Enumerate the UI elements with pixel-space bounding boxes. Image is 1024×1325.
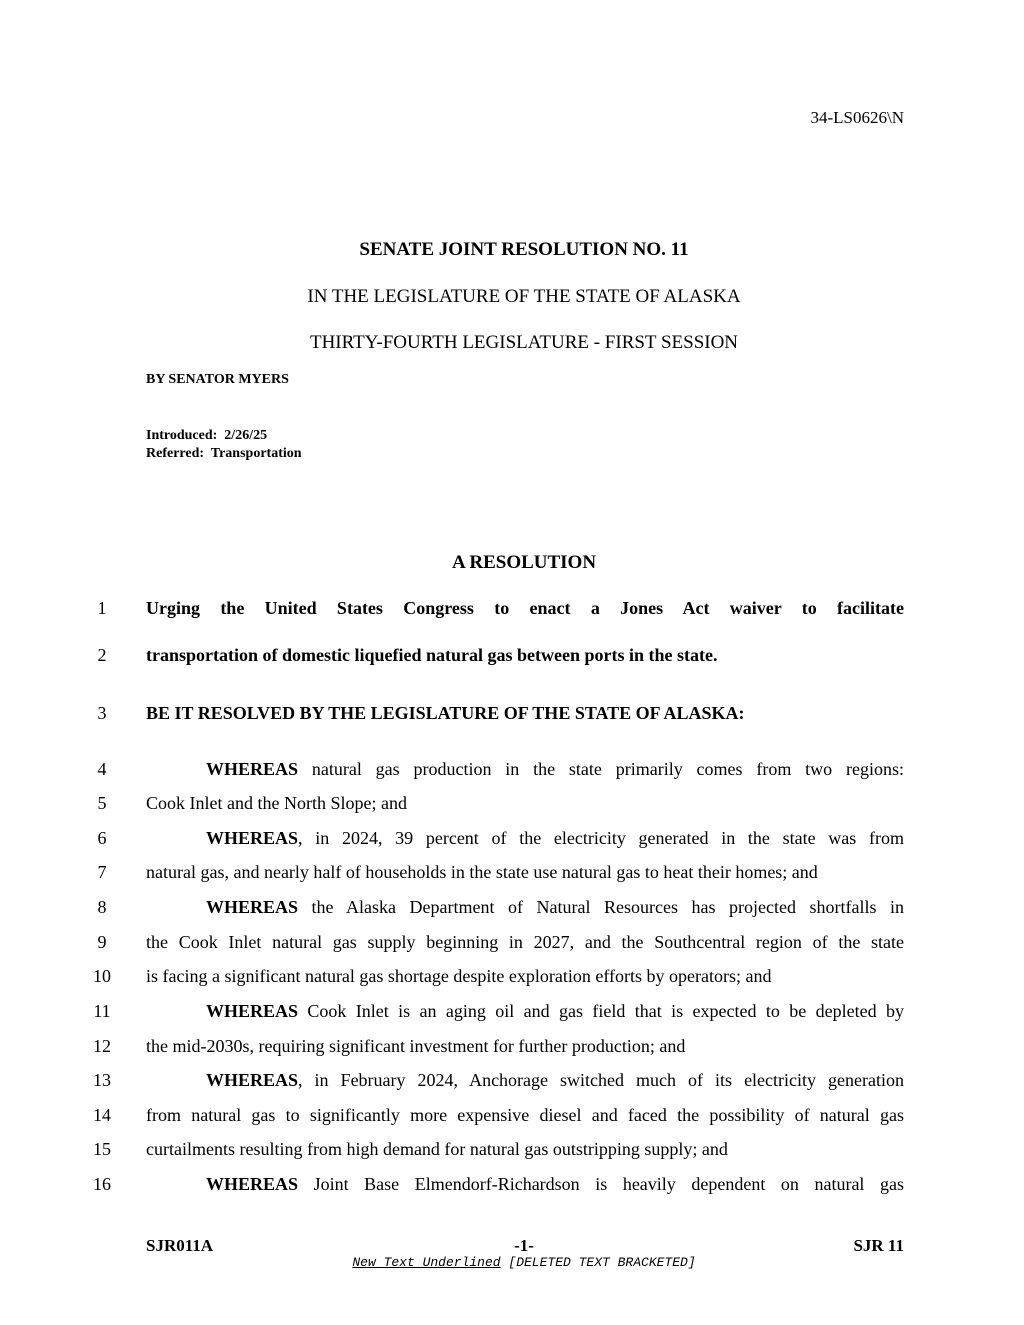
line-number: 7 — [97, 862, 107, 882]
line-number: 9 — [97, 932, 107, 952]
referred-line: Referred: Transportation — [146, 446, 302, 461]
whereas-line — [146, 828, 904, 849]
edit-legend — [0, 1255, 1024, 1270]
line-number: 1 — [97, 598, 107, 618]
resolution-heading: A RESOLUTION — [451, 552, 597, 573]
whereas-keyword: WHEREAS — [206, 1001, 299, 1021]
line-text: Cook Inlet and the North Slope; and — [146, 793, 407, 813]
legend-bracketed: [DELETED TEXT BRACKETED] — [508, 1255, 696, 1270]
legend-underlined: New Text Underlined — [352, 1255, 501, 1270]
line-number: 13 — [93, 1070, 111, 1090]
whereas-keyword: WHEREAS — [206, 828, 299, 848]
body-line — [146, 966, 904, 987]
whereas-keyword: WHEREAS — [206, 1174, 299, 1194]
line-number: 15 — [93, 1139, 111, 1159]
line-text: from natural gas to significantly more expensive diesel and faced the possibility of natural gas — [146, 1105, 904, 1125]
line-text: is facing a significant natural gas shortage despite exploration efforts by operators; and — [146, 966, 772, 986]
line-number: 4 — [97, 759, 107, 779]
resolution-summary-line — [146, 645, 904, 666]
line-text: the Alaska Department of Natural Resources has projected shortfalls in — [298, 897, 904, 917]
whereas-line — [146, 1001, 904, 1022]
line-number: 11 — [93, 1001, 111, 1021]
resolution-summary-line — [146, 598, 904, 619]
line-number: 3 — [97, 703, 107, 723]
line-text: , in 2024, 39 percent of the electricity generated in the state was from — [298, 828, 904, 848]
footer-bill-name: SJR 11 — [853, 1236, 904, 1255]
session-line: THIRTY-FOURTH LEGISLATURE - FIRST SESSION — [309, 332, 739, 353]
line-bold-text: BE IT RESOLVED BY THE LEGISLATURE OF THE STATE OF ALASKA: — [146, 703, 745, 723]
whereas-keyword: WHEREAS — [206, 759, 299, 779]
line-bold-text: transportation of domestic liquefied natural gas between ports in the state. — [146, 645, 718, 665]
body-line — [146, 1139, 904, 1160]
whereas-line — [146, 759, 904, 780]
line-number: 6 — [97, 828, 107, 848]
introduced-line: Introduced: 2/26/25 — [146, 428, 268, 443]
resolving-clause — [146, 703, 904, 724]
line-text: , in February 2024, Anchorage switched much of its electricity generation — [298, 1070, 904, 1090]
line-number: 2 — [97, 645, 107, 665]
line-text: the Cook Inlet natural gas supply beginning in 2027, and the Southcentral region of the state — [146, 932, 904, 952]
line-text: Joint Base Elmendorf-Richardson is heavily dependent on natural gas — [298, 1174, 904, 1194]
sponsor-line: BY SENATOR MYERS — [146, 372, 289, 387]
line-number: 14 — [93, 1105, 111, 1125]
line-text: Cook Inlet is an aging oil and gas field that is expected to be depleted by — [298, 1001, 904, 1021]
legislature-line: IN THE LEGISLATURE OF THE STATE OF ALASKA — [307, 286, 741, 307]
whereas-line — [146, 1174, 904, 1195]
whereas-line — [146, 1070, 904, 1091]
whereas-keyword: WHEREAS — [206, 897, 299, 917]
body-line — [146, 862, 904, 883]
footer-bill-code: SJR011A — [146, 1236, 214, 1255]
line-number: 5 — [97, 793, 107, 813]
body-line — [146, 793, 904, 814]
line-text: natural gas production in the state primarily comes from two regions: — [298, 759, 904, 779]
body-line — [146, 1036, 904, 1057]
footer-page-number: -1- — [514, 1236, 534, 1255]
line-number: 8 — [97, 897, 107, 917]
body-line — [146, 1105, 904, 1126]
line-text: curtailments resulting from high demand for natural gas outstripping supply; and — [146, 1139, 728, 1159]
line-text: the mid-2030s, requiring significant investment for further production; and — [146, 1036, 686, 1056]
whereas-line — [146, 897, 904, 918]
line-number: 16 — [93, 1174, 111, 1194]
document-id: 34-LS0626\N — [810, 108, 904, 127]
body-line — [146, 932, 904, 953]
resolution-title: SENATE JOINT RESOLUTION NO. 11 — [359, 239, 689, 260]
line-number: 12 — [93, 1036, 111, 1056]
whereas-keyword: WHEREAS — [206, 1070, 299, 1090]
line-text: natural gas, and nearly half of households in the state use natural gas to heat their homes; and — [146, 862, 818, 882]
line-number: 10 — [93, 966, 111, 986]
line-bold-text: Urging the United States Congress to enact a Jones Act waiver to facilitate — [146, 598, 904, 618]
